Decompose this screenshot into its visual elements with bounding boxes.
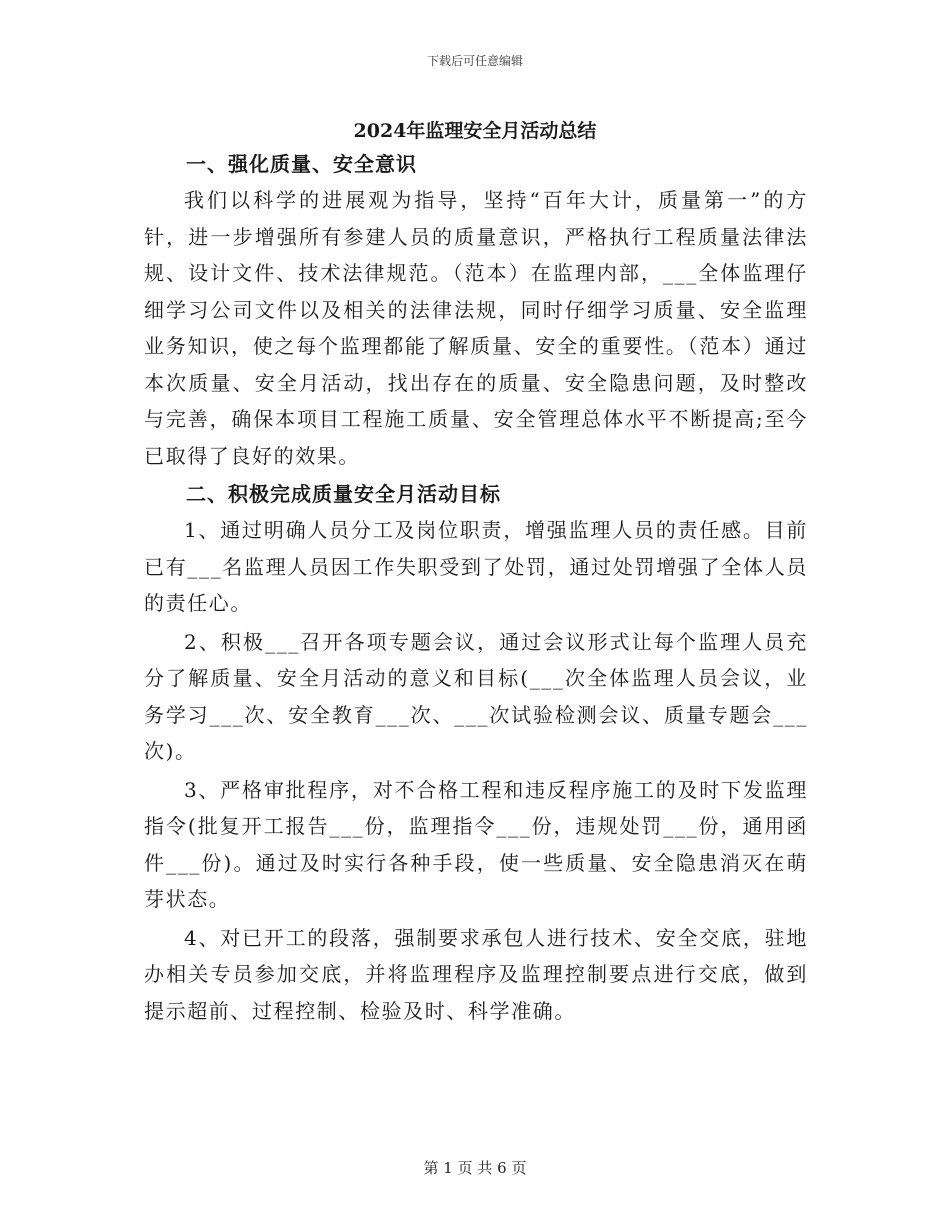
paragraph-2-1: 1、通过明确人员分工及岗位职责，增强监理人员的责任感。目前已有___名监理人员因工作失职受到了处罚，通过处罚增强了全体人员的责任心。: [144, 518, 808, 615]
paragraph-2-3: 3、严格审批程序，对不合格工程和违反程序施工的及时下发监理指令(批复开工报告___份，监理指令___份，违规处罚___份，通用函件___份)。通过及时实行各种手段，使一些质量、安全隐患消灭在萌芽状态。: [144, 777, 808, 911]
paragraph-2-4: 4、对已开工的段落，强制要求承包人进行技术、安全交底，驻地办相关专员参加交底，并将监理程序及监理控制要点进行交底，做到提示超前、过程控制、检验及时、科学准确。: [144, 925, 808, 1023]
section-heading-1: 一、强化质量、安全意识: [186, 152, 417, 176]
page-footer: 第 1 页 共 6 页: [423, 1159, 527, 1177]
header-note: 下载后可任意编辑: [426, 54, 523, 68]
document-title: 2024年监理安全月活动总结: [353, 120, 597, 142]
paragraph-2-2: 2、积极___召开各项专题会议，通过会议形式让每个监理人员充分了解质量、安全月活动的意义和目标(___次全体监理人员会议，业务学习___次、安全教育___次、___次试验检测会议、质量专题会___次)。: [144, 629, 808, 763]
section-heading-2: 二、积极完成质量安全月活动目标: [186, 482, 501, 506]
document-body: [144, 146, 808, 1029]
paragraph-1-1: 我们以科学的进展观为指导，坚持“百年大计，质量第一”的方针，进一步增强所有参建人员的质量意识，严格执行工程质量法律法规、设计文件、技术法律规范。（范本）在监理内部，___全体监理仔细学习公司文件以及相关的法律法规，同时仔细学习质量、安全监理业务知识，使之每个监理都能了解质量、安全的重要性。（范本）通过本次质量、安全月活动，找出存在的质量、安全隐患问题，及时整改与完善，确保本项目工程施工质量、安全管理总体水平不断提高;至今已取得了良好的效果。: [144, 188, 808, 468]
